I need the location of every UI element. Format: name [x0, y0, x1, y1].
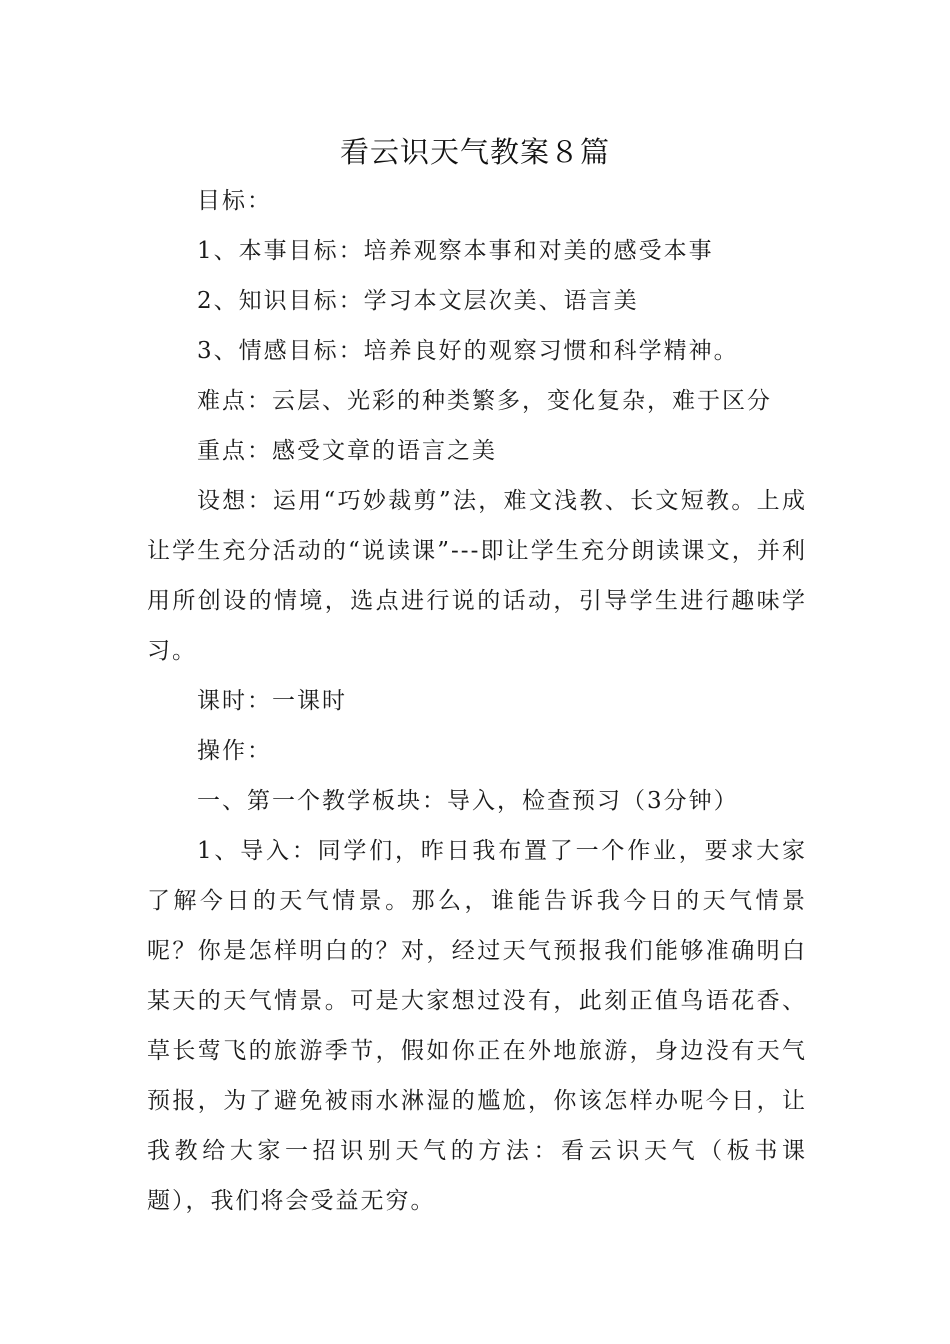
operation-heading: 操作：: [197, 738, 272, 764]
difficulty-line: 难点：云层、光彩的种类繁多，变化复杂，难于区分: [197, 388, 772, 414]
section-1-heading: 一、第一个教学板块：导入，检查预习（3分钟）: [197, 788, 739, 814]
design-paragraph: 设想：运用“巧妙裁剪”法，难文浅教、长文短教。上成让学生充分活动的“说读课”---即让学生充分朗读课文，并利用所创设的情境，选点进行说的话动，引导学生进行趣味学习。: [147, 488, 807, 664]
class-hours-line: 课时：一课时: [197, 688, 347, 714]
intro-paragraph: 1、导入：同学们，昨日我布置了一个作业，要求大家了解今日的天气情景。那么，谁能告诉我今日的天气情景呢？你是怎样明白的？对，经过天气预报我们能够准确明白某天的天气情景。可是大家想过没有，此刻正值鸟语花香、草长莺飞的旅游季节，假如你正在外地旅游，身边没有天气预报，为了避免被雨水淋湿的尴尬，你该怎样办呢今日，让我教给大家一招识别天气的方法：看云识天气（板书课题），我们将会受益无穷。: [147, 838, 807, 1214]
focus-line: 重点：感受文章的语言之美: [197, 438, 497, 464]
goal-skill: 1、本事目标：培养观察本事和对美的感受本事: [197, 238, 714, 264]
document-title: 看云识天气教案８篇: [339, 135, 610, 169]
goal-knowledge: 2、知识目标：学习本文层次美、语言美: [197, 288, 639, 314]
goals-heading: 目标：: [197, 188, 272, 214]
goal-emotion: 3、情感目标：培养良好的观察习惯和科学精神。: [197, 338, 739, 364]
